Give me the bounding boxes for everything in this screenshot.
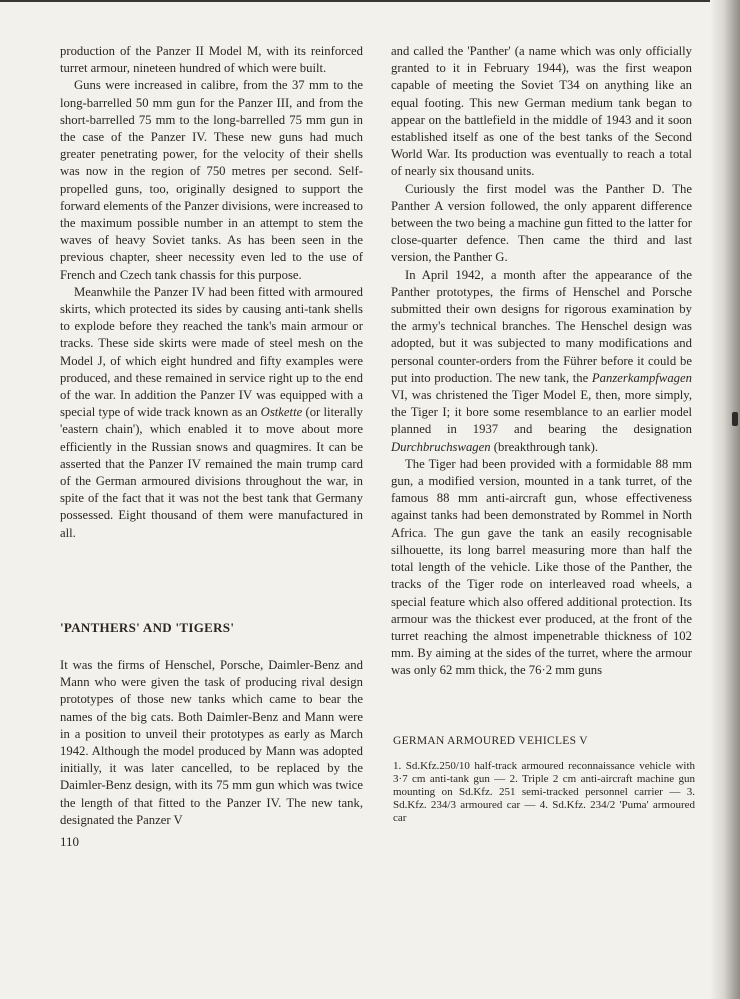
paragraph: and called the 'Panther' (a name which was only officially granted to it in February 1944), was the first weapon capable of meeting the Soviet T34 on anything like an equal footing. This new German medium tank began to appear on the battlefield in the middle of 1943 and it soon established itself as one of the best tanks of the Second World War. Its production was eventually to reach a total of nearly six thousand units.: [391, 44, 692, 179]
book-gutter-shadow: [710, 0, 740, 999]
italic-term: Durchbruchswagen: [391, 439, 491, 454]
paragraph: The Tiger had been provided with a formidable 88 mm gun, a modified version, mounted in a tank turret, of the famous 88 mm anti-aircraft gun, whose effectiveness against tanks had been demonstrated by Rommel in North Africa. The gun gave the tank an easily recognisable silhouette, its long barrel measuring more than half the total length of the vehicle. Like those of the Panther, the tracks of the Tiger rode on interleaved road wheels, a special feature which also offered additional protection. Its armour was the thickest ever produced, at the front of the turret reaching the almost impenetrable thickness of 102 mm. By aiming at the sides of the turret, where the armour was only 62 mm thick, the 76·2 mm guns: [391, 456, 692, 678]
caption-title: GERMAN ARMOURED VEHICLES V: [393, 735, 588, 747]
paragraph: production of the Panzer II Model M, with its reinforced turret armour, nineteen hundred of which were built.: [60, 44, 363, 76]
right-text-column: [391, 43, 692, 680]
caption-body: 1. Sd.Kfz.250/10 half-track armoured reconnaissance vehicle with 3·7 cm anti-tank gun — 2. Triple 2 cm anti-aircraft machine gun mounting on Sd.Kfz. 251 semi-tracked personnel carrier — 3. Sd.Kfz. 234/3 armoured car — 4. Sd.Kfz. 234/2 'Puma' armoured car: [393, 760, 695, 824]
paragraph: Meanwhile the Panzer IV had been fitted with armoured skirts, which protected its sides by causing anti-tank shells to explode before they reached the tank's main armour or tracks. These side skirts were made of steel mesh on the Model J, of which eight hundred and fifty examples were produced, and these remained in service right up to the end of the war. In addition the Panzer IV was equipped with a special type of wide track known as an Ostkette (or literally 'eastern chain'), which enabled it to move about more efficiently in the Russian snows and quagmires. It can be asserted that the Panzer IV remained the main trump card of the German armoured divisions throughout the war, in spite of the fact that it was not the best tank that Germany possessed. Eight thousand of them were manufactured in all.: [60, 284, 363, 540]
italic-term: Ostkette: [260, 405, 303, 420]
page-number: 110: [60, 834, 80, 849]
page-edge-tab: [732, 412, 738, 426]
paragraph: In April 1942, a month after the appearance of the Panther prototypes, the firms of Henschel and Porsche submitted their own designs for rigorous examination by the army's technical branches. The Henschel design was adopted, but it was subjected to many modifications and personal counter-orders from the Führer before it could be put into production. The new tank, the Panzerkampfwagen VI, was christened the Tiger Model E, then, more simply, the Tiger I; it bore some resemblance to an earlier model planned in 1937 and bearing the designation Durchbruchswagen (breakthrough tank).: [391, 267, 692, 454]
italic-term: Panzerkampfwagen: [591, 370, 692, 385]
left-text-column-continued: [60, 657, 363, 829]
section-heading: 'PANTHERS' AND 'TIGERS': [60, 620, 235, 635]
left-text-column: [60, 43, 363, 542]
paragraph: It was the firms of Henschel, Porsche, Daimler-Benz and Mann who were given the task of producing rival design prototypes of those new tanks which came to bear the names of the big cats. Both Daimler-Benz and Mann were in a position to unveil their prototypes as early as March 1942. Although the model produced by Mann was adopted initially, it was later cancelled, to be replaced by the Daimler-Benz design, with its 75 mm gun which was twice the length of that fitted to the Panzer IV. The new tank, designated the Panzer V: [60, 658, 363, 827]
paragraph: Curiously the first model was the Panther D. The Panther A version followed, the only apparent difference between the two being a machine gun fitted to the latter for close-quarter defence. Then came the third and last version, the Panther G.: [391, 181, 692, 265]
page-top-rule: [0, 0, 740, 2]
paragraph: Guns were increased in calibre, from the 37 mm to the long-barrelled 50 mm gun for the Panzer III, and from the short-barrelled 75 mm to the long-barrelled 75 mm gun in the case of the Panzer IV. These new guns had much greater penetrating power, for the velocity of their shells was now in the region of 750 metres per second. Self-propelled guns, too, originally designed to support the forward elements of the Panzer divisions, were increased to the maximum possible number in an attempt to stem the waves of heavy Soviet tanks. As has been seen in the previous chapter, sheer necessity even led to the use of French and Czech tank chassis for this purpose.: [60, 78, 363, 282]
